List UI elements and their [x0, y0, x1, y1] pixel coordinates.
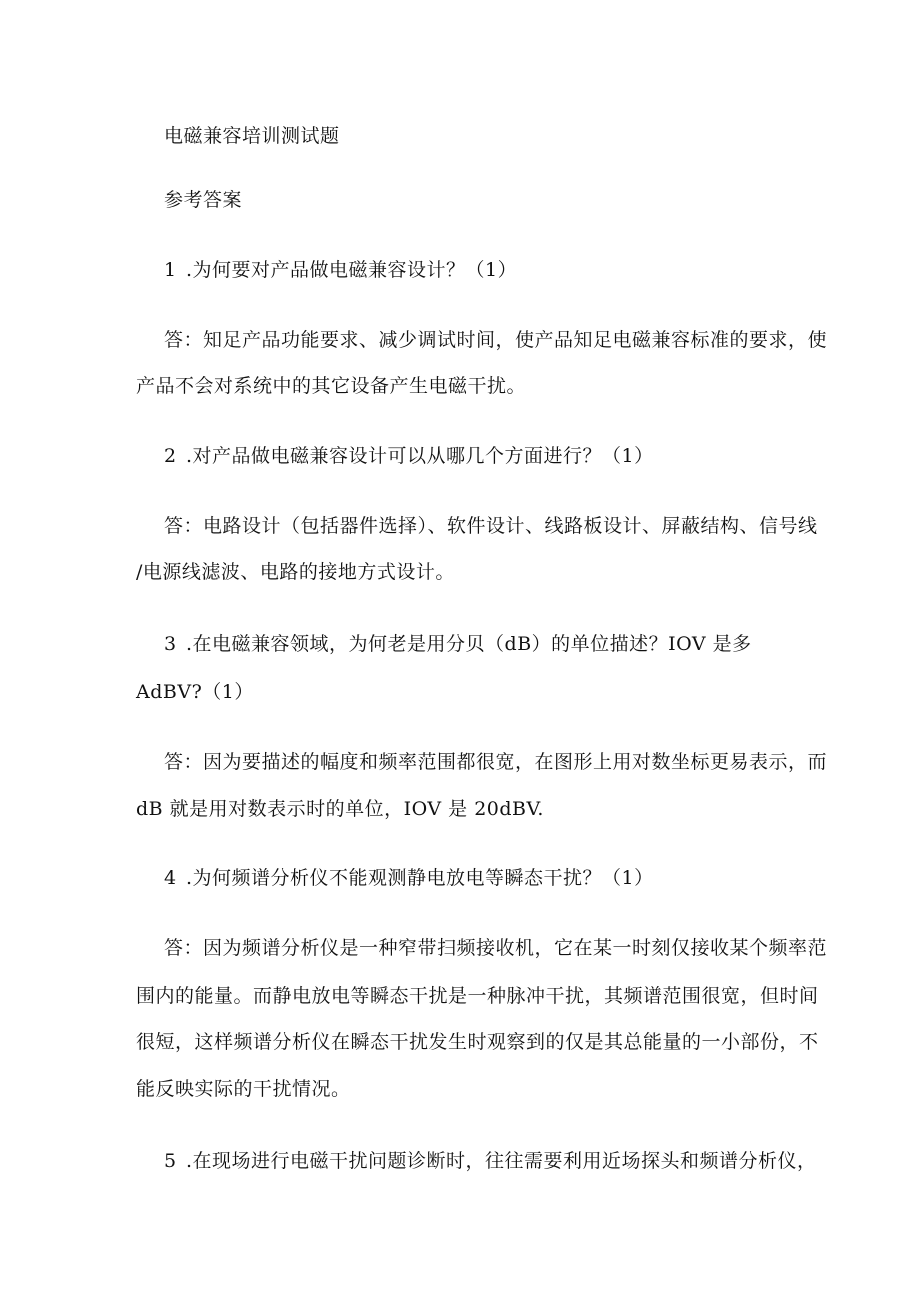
question-text: .为何要对产品做电磁兼容设计？（1）	[186, 259, 518, 281]
question-text: .在电磁兼容领域，为何老是用分贝（dB）的单位描述？IOV 是多	[186, 633, 752, 655]
answer-3-line-1: 答：因为要描述的幅度和频率范围都很宽，在图形上用对数坐标更易表示，而	[164, 751, 828, 773]
question-number: 5	[164, 1150, 177, 1172]
question-2	[164, 444, 654, 468]
question-text: .在现场进行电磁干扰问题诊断时，往往需要利用近场探头和频谱分析仪，	[186, 1150, 817, 1172]
document-subtitle: 参考答案	[164, 189, 243, 211]
question-number: 1	[164, 259, 177, 281]
answer-1-line-1: 答：知足产品功能要求、减少调试时间，使产品知足电磁兼容标准的要求，使	[164, 329, 828, 351]
question-4	[164, 866, 654, 890]
question-number: 4	[164, 867, 177, 889]
question-text: .为何频谱分析仪不能观测静电放电等瞬态干扰？（1）	[186, 867, 654, 889]
question-number: 2	[164, 445, 177, 467]
question-number: 3	[164, 633, 177, 655]
document-title: 电磁兼容培训测试题	[164, 125, 340, 147]
answer-4-line-1: 答：因为频谱分析仪是一种窄带扫频接收机，它在某一时刻仅接收某个频率范	[164, 937, 828, 959]
answer-4-line-2: 围内的能量。而静电放电等瞬态干扰是一种脉冲干扰，其频谱范围很宽，但时间	[136, 985, 819, 1007]
answer-2-line-2: /电源线滤波、电路的接地方式设计。	[136, 561, 455, 583]
question-1	[164, 258, 517, 282]
question-3	[164, 632, 752, 656]
answer-1-line-2: 产品不会对系统中的其它设备产生电磁干扰。	[136, 375, 527, 397]
question-5	[164, 1149, 817, 1173]
answer-3-line-2: dB 就是用对数表示时的单位，IOV 是 20dBV.	[136, 798, 544, 820]
answer-4-line-4: 能反映实际的干扰情况。	[136, 1078, 351, 1100]
question-3-line-2: AdBV?（1）	[136, 681, 254, 703]
answer-4-line-3: 很短，这样频谱分析仪在瞬态干扰发生时观察到的仅是其总能量的一小部份，不	[136, 1031, 819, 1053]
answer-2-line-1: 答：电路设计（包括器件选择）、软件设计、线路板设计、屏蔽结构、信号线	[164, 515, 818, 537]
question-text: .对产品做电磁兼容设计可以从哪几个方面进行？（1）	[186, 445, 654, 467]
